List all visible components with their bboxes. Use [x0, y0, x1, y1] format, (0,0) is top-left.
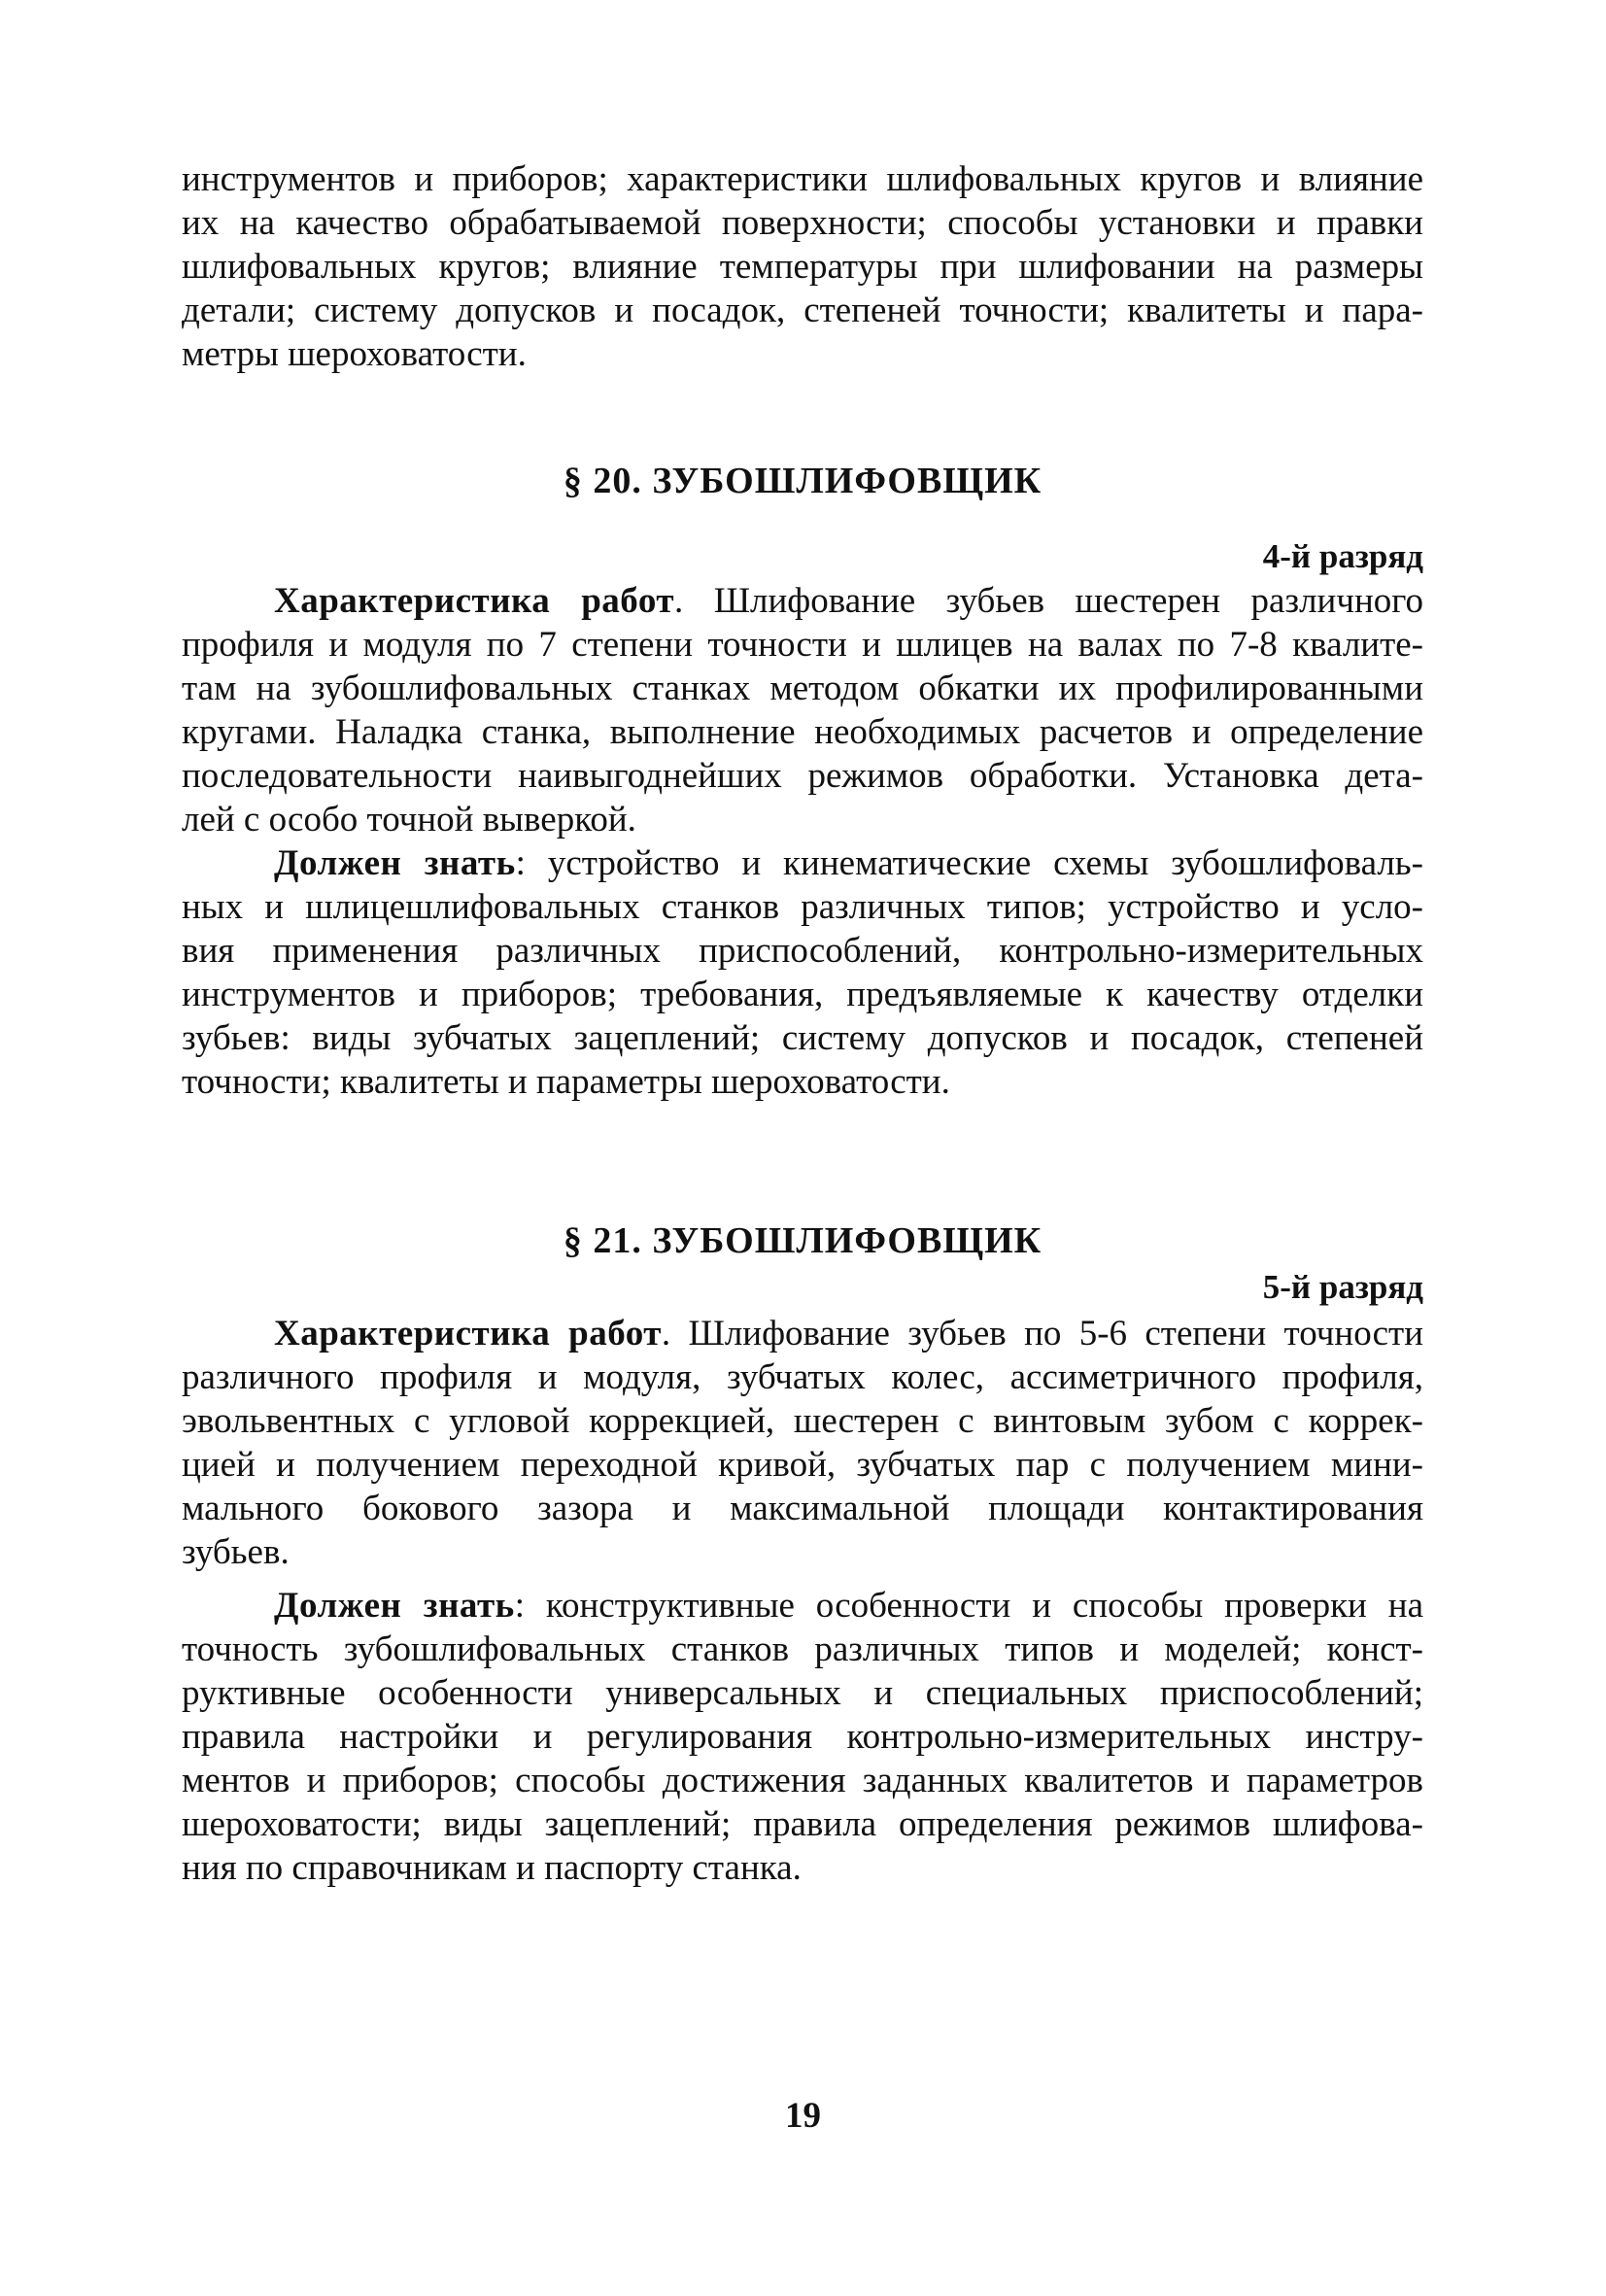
work-characteristics-text: . Шлифование зубьев по 5-6 степени точности [661, 1314, 1424, 1354]
work-characteristics-label: Характеристика работ [274, 581, 675, 621]
section-21-work-line: мального бокового зазора и максимальной площади контактирования [182, 1489, 1423, 1528]
section-21-work-line: различного профиля и модуля, зубчатых колес, ассиметричного профиля, [182, 1357, 1423, 1397]
section-21-know-line: ния по справочникам и паспорту станка. [182, 1848, 802, 1888]
must-know-label: Должен знать [274, 1586, 515, 1626]
section-21-work-line: эвольвентных с угловой коррекцией, шестерен с винтовым зубом с коррек- [182, 1401, 1423, 1441]
section-20-work-line: последовательности наивыгоднейших режимов обработки. Установка дета- [182, 756, 1423, 796]
work-characteristics-text: . Шлифование зубьев шестерен различного [674, 581, 1424, 621]
section-20-know-line [182, 841, 1423, 885]
intro-line: шлифовальных кругов; влияние температуры при шлифовании на размеры [182, 247, 1423, 287]
section-21-know-line: ментов и приборов; способы достижения заданных квалитетов и параметров [182, 1761, 1423, 1800]
section-21-know-line: правила настройки и регулирования контрольно-измерительных инстру- [182, 1717, 1423, 1757]
intro-paragraph [182, 157, 1423, 376]
section-21-work-line: цией и получением переходной кривой, зубчатых пар с получением мини- [182, 1445, 1423, 1485]
section-20-know-line: вия применения различных приспособлений, контрольно-измерительных [182, 931, 1423, 971]
section-20-work-line: профиля и модуля по 7 степени точности и шлицев на валах по 7-8 квалите- [182, 625, 1423, 665]
intro-line: инструментов и приборов; характеристики шлифовальных кругов и влияние [182, 159, 1423, 199]
intro-line: метры шероховатости. [182, 334, 527, 374]
must-know-text: : конструктивные особенности и способы проверки на [514, 1586, 1424, 1626]
section-20-work-line: кругами. Наладка станка, выполнение необходимых расчетов и определение [182, 712, 1423, 752]
section-20-work-line: лей с особо точной выверкой. [182, 800, 636, 840]
section-20-know-line: ных и шлицешлифовальных станков различных типов; устройство и усло- [182, 887, 1423, 927]
section-21-title: § 21. ЗУБОШЛИФОВЩИК [563, 1220, 1042, 1261]
section-21-work-line: зубьев. [182, 1532, 290, 1572]
work-characteristics-label: Характеристика работ [274, 1314, 662, 1354]
section-21-knowledge-paragraph [182, 1584, 1423, 1890]
section-21-grade: 5-й разряд [1262, 1268, 1423, 1306]
must-know-label: Должен знать [274, 843, 516, 883]
section-21-know-line [182, 1584, 1423, 1628]
page-number: 19 [785, 2096, 821, 2136]
intro-line: их на качество обрабатываемой поверхности; способы установки и правки [182, 203, 1423, 243]
section-20-work-paragraph [182, 579, 1423, 841]
intro-line: детали; систему допусков и посадок, степеней точности; квалитеты и пара- [182, 291, 1423, 330]
section-20-title: § 20. ЗУБОШЛИФОВЩИК [563, 461, 1042, 501]
section-20-grade: 4-й разряд [1262, 537, 1423, 575]
section-20-know-line: инструментов и приборов; требования, предъявляемые к качеству отделки [182, 975, 1423, 1014]
must-know-text: : устройство и кинематические схемы зубошлифоваль- [515, 843, 1423, 883]
section-20-knowledge-paragraph [182, 841, 1423, 1104]
section-20-know-line: точности; квалитеты и параметры шероховатости. [182, 1062, 950, 1102]
section-21-work-line [182, 1312, 1423, 1355]
section-21-know-line: точность зубошлифовальных станков различных типов и моделей; конст- [182, 1629, 1423, 1669]
section-21-know-line: шероховатости; виды зацеплений; правила определения режимов шлифова- [182, 1804, 1423, 1844]
section-20-know-line: зубьев: виды зубчатых зацеплений; систему допусков и посадок, степеней [182, 1018, 1423, 1058]
section-20-work-line: там на зубошлифовальных станках методом обкатки их профилированными [182, 668, 1423, 708]
section-21-know-line: руктивные особенности универсальных и специальных приспособлений; [182, 1673, 1423, 1713]
section-21-work-paragraph [182, 1312, 1423, 1574]
section-20-work-line [182, 579, 1423, 623]
